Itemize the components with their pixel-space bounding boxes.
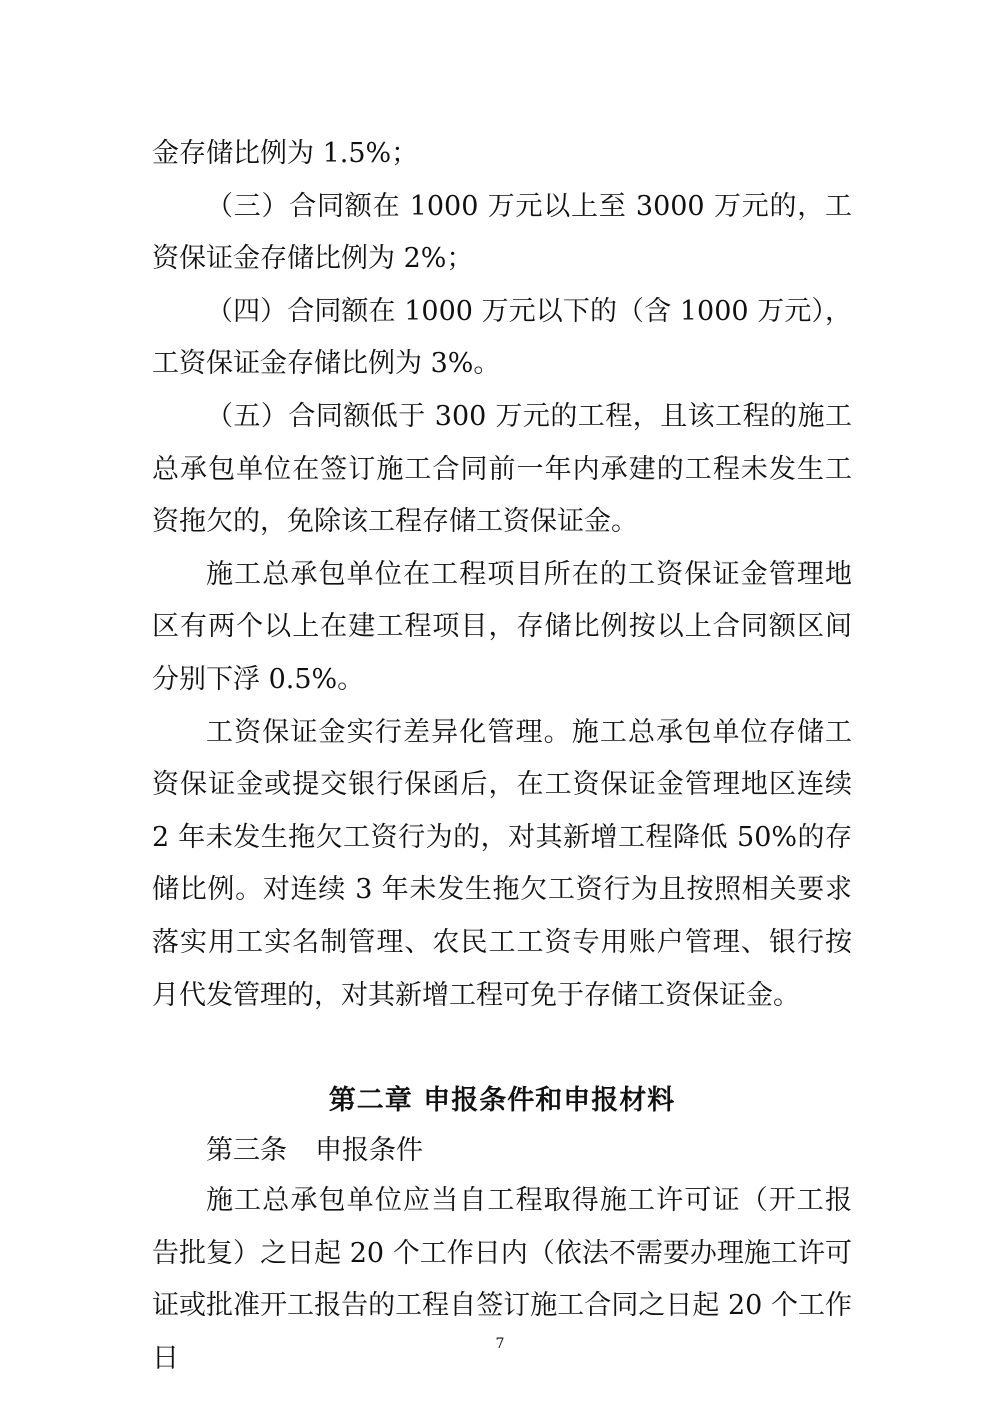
article-title-text: 申报条件 <box>315 1135 423 1167</box>
paragraph-item-5: （五）合同额低于 300 万元的工程，且该工程的施工总承包单位在签订施工合同前一年内承建的工程未发生工资拖欠的，免除该工程存储工资保证金。 <box>152 400 852 538</box>
paragraph-multiple-projects: 施工总承包单位在工程项目所在的工资保证金管理地区有两个以上在建工程项目，存储比例按以上合同额区间分别下浮 0.5%。 <box>152 558 852 695</box>
page-number: 7 <box>495 1336 505 1352</box>
paragraph-continuation: 金存储比例为 1.5%； <box>152 138 419 169</box>
article-number: 第三条 <box>206 1135 287 1167</box>
article-body: 施工总承包单位应当自工程取得施工许可证（开工报告批复）之日起 20 个工作日内（依法不需要办理施工许可证或批准开工报告的工程自签订施工合同之日起 20 个工作日 <box>152 1185 852 1374</box>
spacer <box>152 1022 852 1075</box>
paragraph-item-3: （三）合同额在 1000 万元以上至 3000 万元的，工资保证金存储比例为 2%； <box>152 190 852 275</box>
article-title <box>152 1127 852 1175</box>
paragraph-item-4: （四）合同额在 1000 万元以下的（含 1000 万元），工资保证金存储比例为 3%。 <box>152 295 852 380</box>
page-content <box>152 128 852 1385</box>
paragraph-differentiated-management: 工资保证金实行差异化管理。施工总承包单位存储工资保证金或提交银行保函后，在工资保证金管理地区连续 2 年未发生拖欠工资行为的，对其新增工程降低 50%的存储比例。对连续 3 年未发生拖欠工资行为且按照相关要求落实用工实名制管理、农民工工资专用账户管理、银行按月代发管理的，对其新增工程可免于存储工资保证金。 <box>152 716 852 1011</box>
chapter-heading: 第二章 申报条件和申报材料 <box>328 1085 676 1117</box>
